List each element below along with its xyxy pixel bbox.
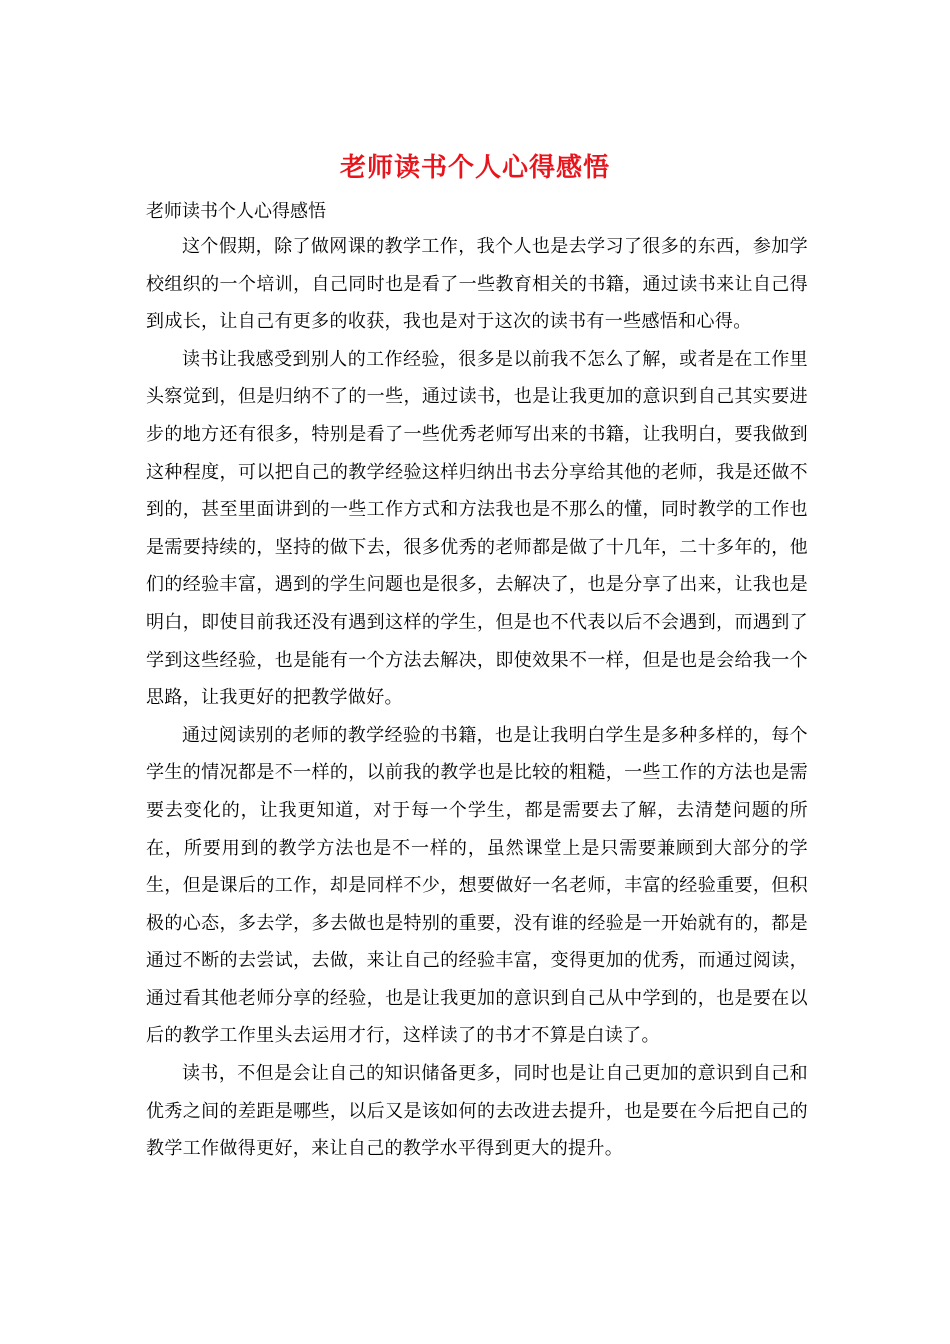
document-body	[146, 196, 808, 1168]
document-title: 老师读书个人心得感悟	[339, 153, 610, 183]
paragraph-3: 通过阅读别的老师的教学经验的书籍，也是让我明白学生是多种多样的，每个学生的情况都是不一样的，以前我的教学也是比较的粗糙，一些工作的方法也是需要去变化的，让我更知道，对于每一个学生，都是需要去了解，去清楚问题的所在，所要用到的教学方法也是不一样的，虽然课堂上是只需要兼顾到大部分的学生，但是课后的工作，却是同样不少，想要做好一名老师，丰富的经验重要，但积极的心态，多去学，多去做也是特别的重要，没有谁的经验是一开始就有的，都是通过不断的去尝试，去做，来让自己的经验丰富，变得更加的优秀，而通过阅读，通过看其他老师分享的经验，也是让我更加的意识到自己从中学到的，也是要在以后的教学工作里头去运用才行，这样读了的书才不算是白读了。	[146, 724, 808, 1047]
paragraph-1: 这个假期，除了做网课的教学工作，我个人也是去学习了很多的东西，参加学校组织的一个培训，自己同时也是看了一些教育相关的书籍，通过读书来让自己得到成长，让自己有更多的收获，我也是对于这次的读书有一些感悟和心得。	[146, 236, 808, 333]
document-subtitle: 老师读书个人心得感悟	[146, 201, 326, 222]
paragraph-4: 读书，不但是会让自己的知识储备更多，同时也是让自己更加的意识到自己和优秀之间的差距是哪些，以后又是该如何的去改进去提升，也是要在今后把自己的教学工作做得更好，来让自己的教学水平得到更大的提升。	[146, 1063, 808, 1160]
paragraph-2: 读书让我感受到别人的工作经验，很多是以前我不怎么了解，或者是在工作里头察觉到，但是归纳不了的一些，通过读书，也是让我更加的意识到自己其实要进步的地方还有很多，特别是看了一些优秀老师写出来的书籍，让我明白，要我做到这种程度，可以把自己的教学经验这样归纳出书去分享给其他的老师，我是还做不到的，甚至里面讲到的一些工作方式和方法我也是不那么的懂，同时教学的工作也是需要持续的，坚持的做下去，很多优秀的老师都是做了十几年，二十多年的，他们的经验丰富，遇到的学生问题也是很多，去解决了，也是分享了出来，让我也是明白，即使目前我还没有遇到这样的学生，但是也不代表以后不会遇到，而遇到了学到这些经验，也是能有一个方法去解决，即使效果不一样，但是也是会给我一个思路，让我更好的把教学做好。	[146, 348, 808, 709]
